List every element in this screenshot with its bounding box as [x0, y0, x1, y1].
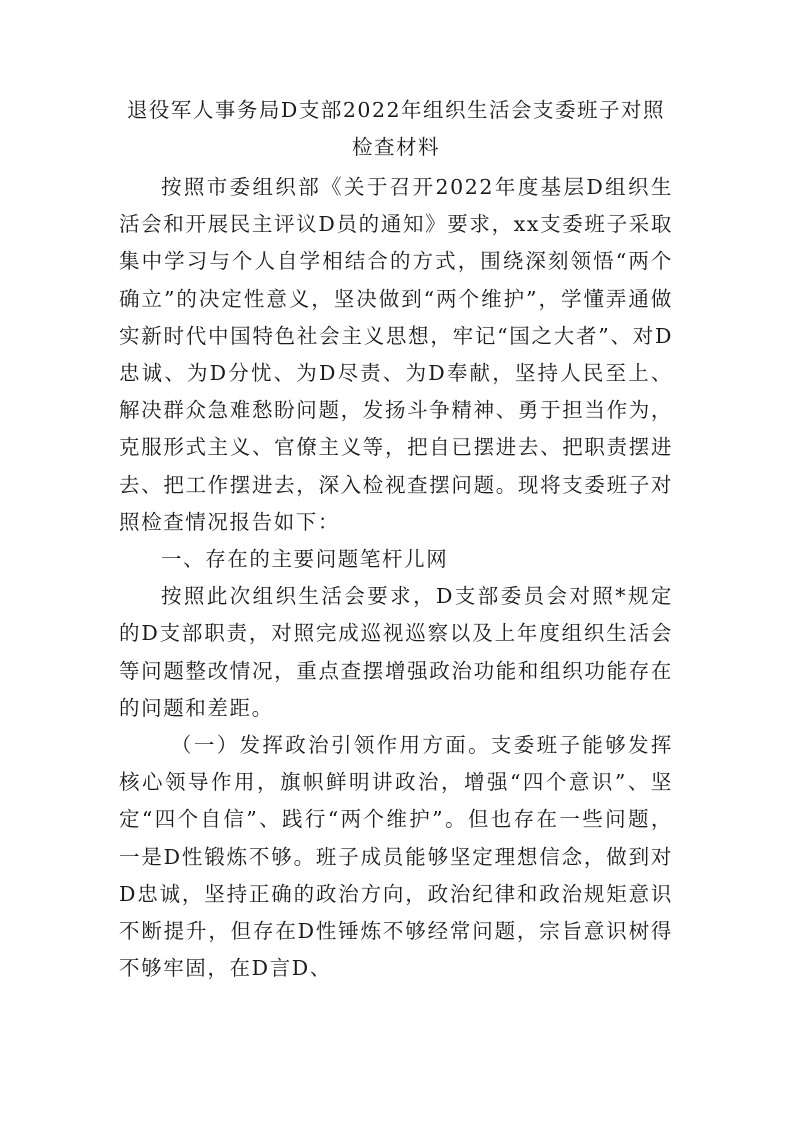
problems-paragraph: 按照此次组织生活会要求，D支部委员会对照*规定的D支部职责，对照完成巡视巡察以及上年度组织生活会等问题整改情况，重点查摆增强政治功能和组织功能存在的问题和差距。 — [119, 584, 673, 720]
political-leadership-paragraph: （一）发挥政治引领作用方面。支委班子能够发挥核心领导作用，旗帜鲜明讲政治，增强“四个意识”、坚定“四个自信”、践行“两个维护”。但也存在一些问题，一是D性锻炼不够。班子成员能够坚定理想信念，做到对D忠诚，坚持正确的政治方向，政治纪律和政治规矩意识不断提升，但存在D性锤炼不够经常问题，宗旨意识树得不够牢固，在D言D、 — [119, 733, 673, 981]
section-heading-problems: 一、存在的主要问题笔杆儿网 — [161, 547, 449, 572]
intro-paragraph: 按照市委组织部《关于召开2022年度基层D组织生活会和开展民主评议D员的通知》要求，xx支委班子采取集中学习与个人自学相结合的方式，围绕深刻领悟“两个确立”的决定性意义，坚决做到“两个维护”，学懂弄通做实新时代中国特色社会主义思想，牢记“国之大者”、对D忠诚、为D分忧、为D尽责、为D奉献，坚持人民至上、解决群众急难愁盼问题，发扬斗争精神、勇于担当作为，克服形式主义、官僚主义等，把自已摆进去、把职责摆进去、把工作摆进去，深入检视查摆问题。现将支委班子对照检查情况报告如下： — [119, 175, 673, 534]
document-title: 退役军人事务局D支部2022年组织生活会支委班子对照检查材料 — [126, 98, 666, 159]
